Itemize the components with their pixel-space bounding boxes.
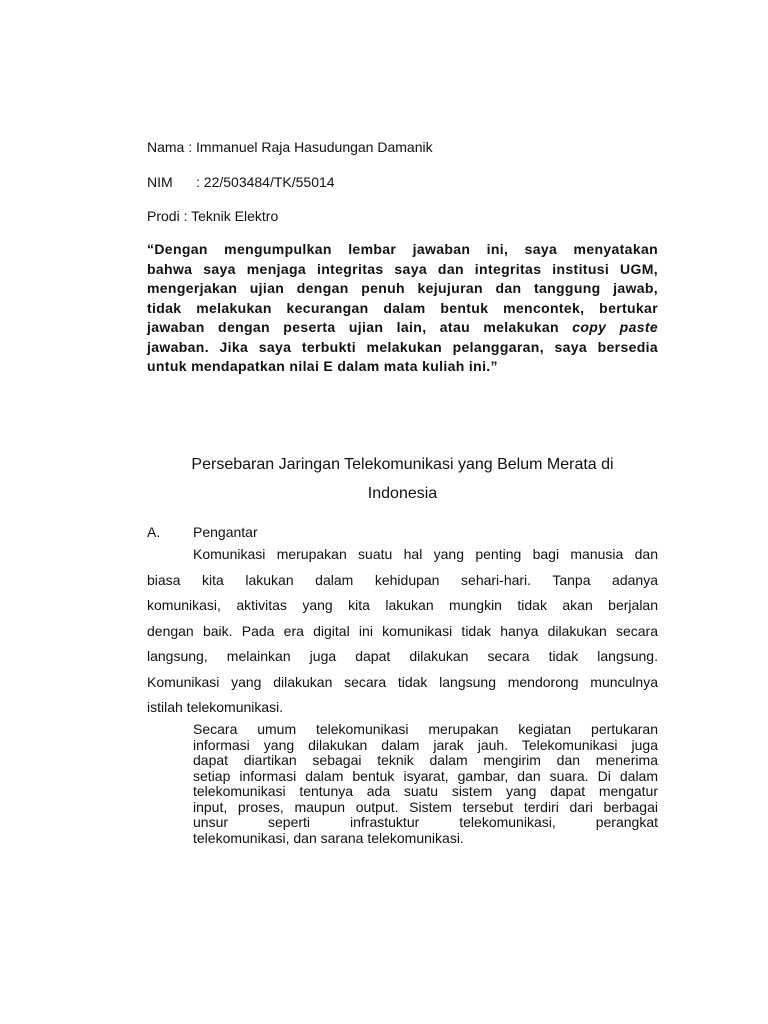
statement-line-italic — [147, 318, 658, 338]
statement-line: bahwa saya menjaga integritas saya dan integritas institusi UGM, — [147, 260, 658, 277]
paragraph-line: setiap informasi dalam bentuk isyarat, gambar, dan suara. Di dalam — [193, 767, 658, 784]
statement-line: “Dengan mengumpulkan lembar jawaban ini, saya menyatakan — [147, 241, 658, 257]
statement-line: tidak melakukan kecurangan dalam bentuk mencontek, bertukar — [147, 299, 658, 316]
paragraph-line: biasa kita lakukan dalam kehidupan sehari-hari. Tanpa adanya — [147, 571, 658, 588]
prodi-line — [147, 207, 278, 225]
paragraph-line: langsung, melainkan juga dapat dilakukan secara tidak langsung. — [147, 648, 658, 664]
nama-value: : Immanuel Raja Hasudungan Damanik — [188, 139, 433, 155]
statement-line: jawaban. Jika saya terbukti melakukan pelanggaran, saya bersedia — [147, 338, 658, 355]
paragraph-line: dengan baik. Pada era digital ini komunikasi tidak hanya dilakukan secara — [147, 622, 658, 639]
document-title-line-1: Persebaran Jaringan Telekomunikasi yang Belum Merata di — [191, 456, 614, 473]
paragraph-line: telekomunikasi tentunya ada suatu sistem yang dapat mengatur — [193, 783, 658, 799]
paragraph-line: istilah telekomunikasi. — [147, 699, 284, 715]
paragraph-pengantar — [147, 545, 658, 724]
paragraph-line: informasi yang dilakukan dalam jarak jauh. Telekomunikasi juga — [193, 736, 658, 753]
paragraph-line: Komunikasi merupakan suatu hal yang penting bagi manusia dan — [193, 546, 658, 562]
statement-italic-phrase: copy paste — [572, 319, 658, 335]
nim-line — [147, 173, 335, 191]
paragraph-line: dapat diartikan sebagai teknik dalam mengirim dan menerima — [193, 752, 658, 768]
paragraph-line: telekomunikasi, dan sarana telekomunikasi. — [193, 829, 464, 846]
paragraph-line: Secara umum telekomunikasi merupakan kegiatan pertukaran — [193, 721, 658, 737]
nim-value: : 22/503484/TK/55014 — [196, 174, 335, 190]
statement-line: untuk mendapatkan nilai E dalam mata kuliah ini.” — [147, 358, 498, 374]
section-heading — [147, 523, 258, 541]
nim-label: NIM — [147, 174, 173, 190]
paragraph-line: unsur seperti infrastuktur telekomunikasi, perangkat — [193, 814, 658, 830]
statement-line: mengerjakan ujian dengan penuh kejujuran dan tanggung jawab, — [147, 280, 658, 296]
paragraph-line: komunikasi, aktivitas yang kita lakukan mungkin tidak akan berjalan — [147, 597, 658, 613]
paragraph-telekomunikasi — [193, 722, 658, 846]
paragraph-line: Komunikasi yang dilakukan secara tidak langsung mendorong munculnya — [147, 673, 658, 690]
prodi-value: : Teknik Elektro — [183, 208, 279, 224]
statement-line-text: jawaban dengan peserta ujian lain, atau melakukan — [147, 319, 559, 335]
integrity-statement — [147, 240, 658, 377]
paragraph-line: input, proses, maupun output. Sistem tersebut terdiri dari berbagai — [193, 798, 658, 815]
section-title: Pengantar — [193, 524, 258, 540]
document-title-line-2: Indonesia — [367, 485, 438, 502]
prodi-label: Prodi — [147, 208, 180, 224]
section-letter: A. — [147, 524, 161, 540]
nama-line — [147, 138, 433, 156]
nama-label: Nama — [147, 139, 185, 155]
